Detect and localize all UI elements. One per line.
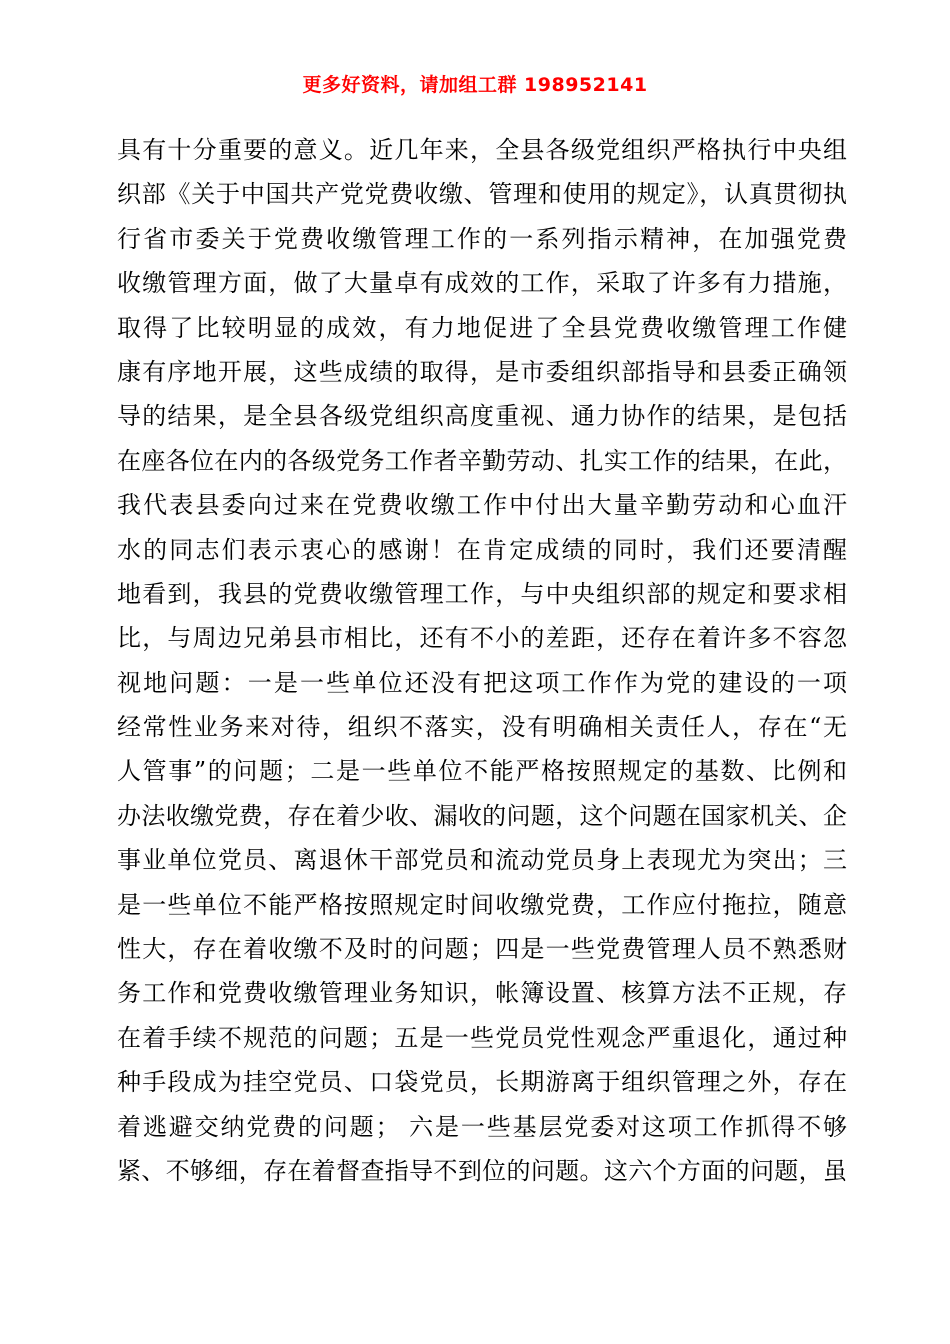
promo-header: 更多好资料，请加组工群 198952141 (302, 74, 648, 96)
body-paragraph (117, 128, 847, 1193)
text-line: 收缴管理方面，做了大量卓有成效的工作，采取了许多有力措施， (117, 269, 847, 298)
text-line: 紧、不够细，存在着督查指导不到位的问题。这六个方面的问题，虽 (117, 1156, 847, 1185)
text-line: 康有序地开展，这些成绩的取得，是市委组织部指导和县委正确领 (117, 357, 847, 386)
text-line: 行省市委关于党费收缴管理工作的一系列指示精神，在加强党费 (117, 224, 847, 253)
text-line: 视地问题：一是一些单位还没有把这项工作作为党的建设的一项 (117, 668, 847, 697)
text-line: 办法收缴党费，存在着少收、漏收的问题，这个问题在国家机关、企 (117, 801, 847, 830)
text-line: 种手段成为挂空党员、口袋党员，长期游离于组织管理之外，存在 (117, 1068, 847, 1097)
text-line: 人管事”的问题；二是一些单位不能严格按照规定的基数、比例和 (117, 757, 847, 786)
text-line: 务工作和党费收缴管理业务知识，帐簿设置、核算方法不正规，存 (117, 979, 847, 1008)
text-line: 比，与周边兄弟县市相比，还有不小的差距，还存在着许多不容忽 (117, 624, 847, 653)
text-line: 水的同志们表示衷心的感谢！在肯定成绩的同时，我们还要清醒 (117, 535, 847, 564)
text-line: 具有十分重要的意义。近几年来，全县各级党组织严格执行中央组 (117, 136, 847, 164)
text-line: 事业单位党员、离退休干部党员和流动党员身上表现尤为突出；三 (117, 846, 847, 875)
text-line: 是一些单位不能严格按照规定时间收缴党费，工作应付拖拉，随意 (117, 890, 847, 919)
text-line: 地看到，我县的党费收缴管理工作，与中央组织部的规定和要求相 (117, 579, 847, 608)
text-line: 取得了比较明显的成效，有力地促进了全县党费收缴管理工作健 (117, 313, 847, 342)
text-line: 性大，存在着收缴不及时的问题；四是一些党费管理人员不熟悉财 (117, 935, 847, 964)
text-line: 经常性业务来对待，组织不落实，没有明确相关责任人，存在“无 (117, 713, 847, 742)
text-line: 织部《关于中国共产党党费收缴、管理和使用的规定》，认真贯彻执 (117, 180, 847, 209)
text-line: 在座各位在内的各级党务工作者辛勤劳动、扎实工作的结果，在此， (117, 446, 847, 475)
text-line: 着逃避交纳党费的问题； 六是一些基层党委对这项工作抓得不够 (117, 1112, 847, 1141)
text-line: 我代表县委向过来在党费收缴工作中付出大量辛勤劳动和心血汗 (117, 491, 847, 520)
text-line: 在着手续不规范的问题；五是一些党员党性观念严重退化，通过种 (117, 1023, 847, 1052)
text-line: 导的结果，是全县各级党组织高度重视、通力协作的结果，是包括 (117, 402, 847, 431)
